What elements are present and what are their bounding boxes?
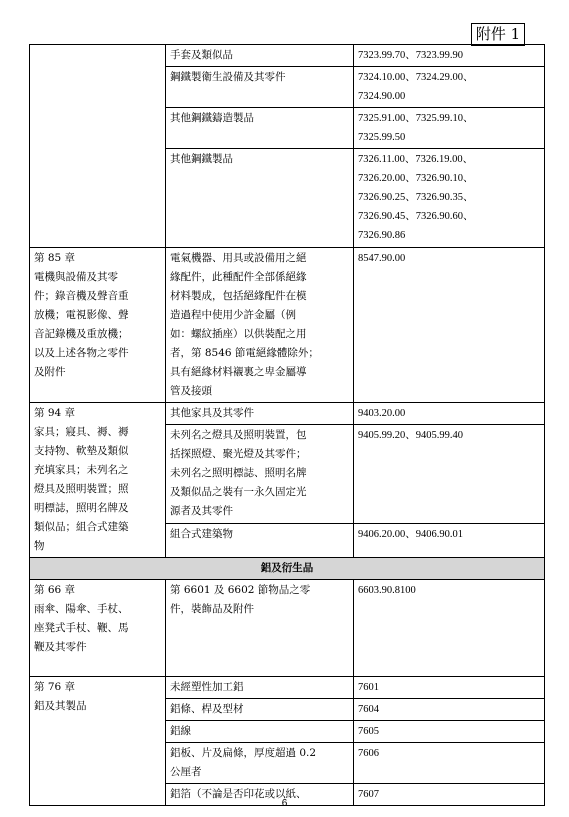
hs-codes: 7323.99.70、7323.99.90 xyxy=(354,45,545,67)
product-desc: 鋁條、桿及型材 xyxy=(166,699,354,721)
product-desc: 第 6601 及 6602 節物品之零 件，裝飾品及附件 xyxy=(166,580,354,677)
chapter-cell: 第 76 章 鋁及其製品 xyxy=(30,677,166,806)
product-desc: 電氣機器、用具或設備用之絕 緣配件，此種配件全部係絕緣 材料製成，包括絕緣配件在模 造過程中使用少許金屬（例 如：螺紋插座）以供裝配之用 者，第 8546 節電絕緣體除外； 具有絕緣材料襯裏之卑金屬導 管及接頭 xyxy=(166,248,354,403)
attachment-label: 附件 1 xyxy=(471,23,525,46)
hs-codes: 6603.90.8100 xyxy=(354,580,545,677)
table-row xyxy=(30,403,545,425)
chapter-cell: 第 94 章 家具；寢具、褥、褥 支持物、軟墊及類似 充填家具；未列名之 燈具及照明裝置；照 明標誌，照明名牌及 類似品；組合式建築 物 xyxy=(30,403,166,558)
product-desc: 鋁箔（不論是否印花或以紙、 xyxy=(166,784,354,806)
hs-codes: 7325.91.00、7325.99.10、 7325.99.50 xyxy=(354,108,545,149)
product-desc: 未列名之燈具及照明裝置，包 括探照燈、聚光燈及其零件； 未列名之照明標誌、照明名牌 及類似品之裝有一永久固定光 源者及其零件 xyxy=(166,425,354,524)
table-row xyxy=(30,558,545,580)
chapter-cell-empty xyxy=(30,45,166,248)
table-row xyxy=(30,248,545,403)
product-desc: 其他鋼鐵鑄造製品 xyxy=(166,108,354,149)
product-desc: 鋼鐵製衛生設備及其零件 xyxy=(166,67,354,108)
hs-codes: 9405.99.20、9405.99.40 xyxy=(354,425,545,524)
hs-codes: 7324.10.00、7324.29.00、 7324.90.00 xyxy=(354,67,545,108)
product-desc: 其他鋼鐵製品 xyxy=(166,149,354,248)
page-number: 6 xyxy=(281,798,288,809)
hs-codes: 7607 xyxy=(354,784,545,806)
hs-codes: 9406.20.00、9406.90.01 xyxy=(354,523,545,557)
chapter-cell: 第 66 章 雨傘、陽傘、手杖、 座凳式手杖、鞭、馬 鞭及其零件 xyxy=(30,580,166,677)
hs-codes: 7326.11.00、7326.19.00、 7326.20.00、7326.90.10、 7326.90.25、7326.90.35、 7326.90.45、7326.90.60、 7326.90.86 xyxy=(354,149,545,248)
hs-codes: 7606 xyxy=(354,743,545,784)
hs-codes: 7601 xyxy=(354,677,545,699)
product-desc: 組合式建築物 xyxy=(166,523,354,557)
product-desc: 其他家具及其零件 xyxy=(166,403,354,425)
hs-codes: 9403.20.00 xyxy=(354,403,545,425)
table-row xyxy=(30,580,545,677)
product-desc: 手套及類似品 xyxy=(166,45,354,67)
table-row xyxy=(30,45,545,67)
hs-codes: 7605 xyxy=(354,721,545,743)
section-header: 鋁及衍生品 xyxy=(30,558,545,580)
chapter-cell: 第 85 章 電機與設備及其零 件；錄音機及聲音重 放機；電視影像、聲 音記錄機及重放機； 以及上述各物之零件 及附件 xyxy=(30,248,166,403)
product-desc: 鋁板、片及扁條，厚度超過 0.2 公厘者 xyxy=(166,743,354,784)
table-row xyxy=(30,677,545,699)
hs-codes: 8547.90.00 xyxy=(354,248,545,403)
tariff-table xyxy=(29,44,545,806)
product-desc: 鋁線 xyxy=(166,721,354,743)
product-desc: 未經塑性加工鋁 xyxy=(166,677,354,699)
hs-codes: 7604 xyxy=(354,699,545,721)
